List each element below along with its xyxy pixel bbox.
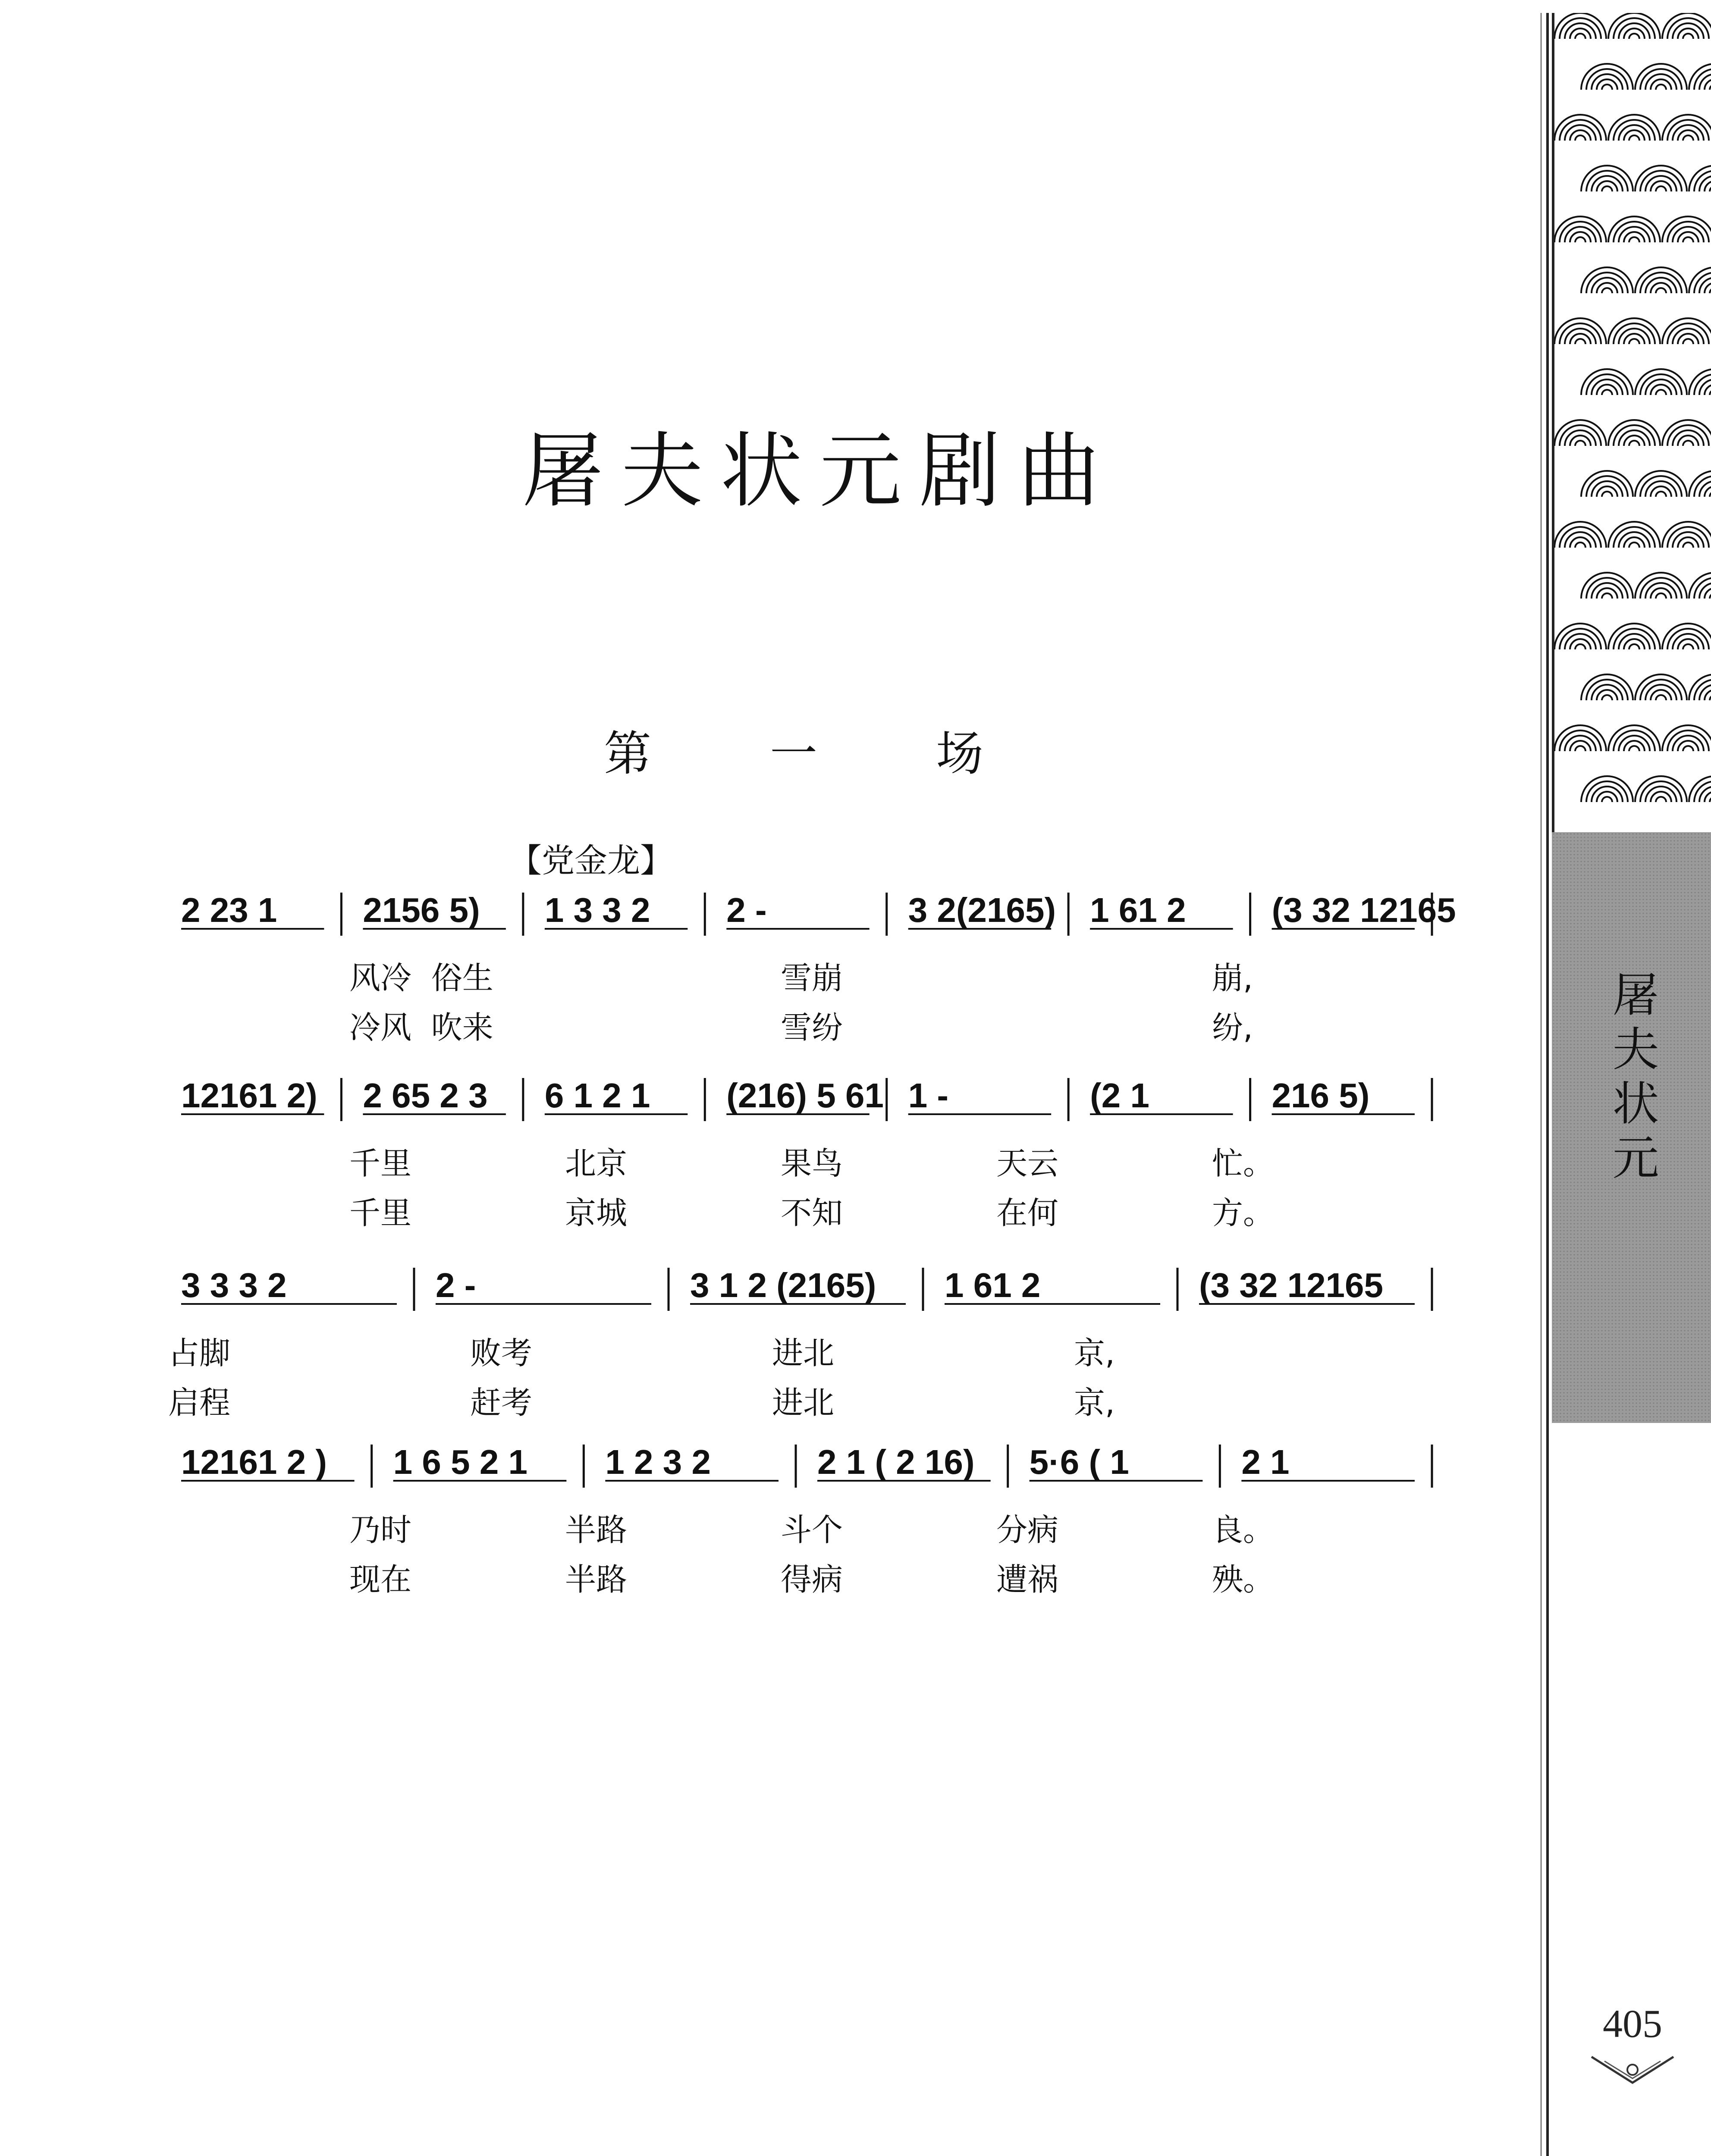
note-group: 2 65 2 3 — [363, 1076, 488, 1115]
lyric-word: 京, — [1074, 1335, 1115, 1371]
lyric-word: 进北 — [772, 1335, 835, 1371]
page-number: 405 — [1603, 2002, 1662, 2046]
note-group: 2 1 — [1241, 1443, 1290, 1481]
cloud-arc — [1608, 420, 1660, 446]
lyric-word: 北京 — [565, 1145, 628, 1181]
note-group: (2 1 — [1090, 1076, 1150, 1115]
cloud-arc — [1581, 471, 1633, 497]
lyric-word: 遭祸 — [996, 1561, 1059, 1598]
cloud-arc — [1635, 369, 1687, 395]
note-group: 2 - — [436, 1266, 476, 1304]
cloud-arc — [1575, 237, 1585, 242]
cloud-arc — [1656, 186, 1666, 191]
cloud-arc — [1575, 34, 1585, 39]
note-group: 3 2(2165) — [908, 891, 1056, 929]
page-ornament-icon — [1587, 2053, 1678, 2087]
cloud-arc — [1635, 573, 1687, 599]
lyric-word: 崩, — [1212, 960, 1253, 996]
cloud-arc — [1581, 369, 1633, 395]
lyric-word: 分病 — [996, 1512, 1059, 1548]
cloud-arc — [1629, 441, 1639, 446]
cloud-arc — [1581, 267, 1633, 293]
cloud-arc — [1602, 695, 1612, 700]
lyric-word: 占脚 — [168, 1335, 231, 1371]
cloud-arc — [1608, 522, 1660, 548]
score-system-2 — [168, 1069, 1441, 1250]
cloud-arc — [1608, 624, 1660, 649]
lyric-word: 赶考 — [470, 1385, 533, 1421]
lyric-word: 启程 — [168, 1385, 231, 1421]
cloud-arc — [1554, 115, 1606, 141]
cloud-arc — [1608, 216, 1660, 242]
page-title: 屠夫状元剧曲 — [521, 423, 1117, 519]
lyric-word: 京, — [1074, 1385, 1115, 1421]
cloud-arc — [1554, 216, 1606, 242]
cloud-arc — [1554, 318, 1606, 344]
notes-line — [168, 1069, 1441, 1130]
cloud-arc — [1554, 13, 1606, 39]
side-tab-label: 屠夫状元 — [1604, 970, 1658, 1188]
cloud-arc — [1635, 166, 1687, 191]
notes-svg — [168, 884, 1456, 944]
cloud-arc — [1575, 441, 1585, 446]
cloud-arc — [1554, 624, 1606, 649]
lyric-word: 果鸟 — [781, 1145, 843, 1181]
cloud-arc — [1602, 85, 1612, 90]
lyric-word: 天云 — [996, 1145, 1059, 1181]
cloud-arc — [1602, 593, 1612, 599]
cloud-arc — [1581, 674, 1633, 700]
cloud-arc — [1683, 746, 1693, 751]
note-group: 1 61 2 — [945, 1266, 1041, 1304]
cloud-arc — [1683, 237, 1693, 242]
note-group: 1 61 2 — [1090, 891, 1186, 929]
cloud-arc — [1608, 725, 1660, 751]
cloud-arc — [1683, 542, 1693, 548]
note-group: 6 1 2 1 — [544, 1076, 650, 1115]
cloud-arc — [1602, 186, 1612, 191]
cloud-arc — [1608, 318, 1660, 344]
cloud-arc — [1635, 64, 1687, 90]
note-group: 12161 2 ) — [181, 1443, 327, 1481]
cloud-arc — [1575, 644, 1585, 649]
note-group: 2 - — [726, 891, 767, 929]
note-group: (3 32 12165 — [1271, 891, 1456, 929]
tune-name: 【党金龙】 — [509, 841, 673, 880]
cloud-arc — [1656, 695, 1666, 700]
cloud-arc — [1554, 522, 1606, 548]
cloud-arc — [1683, 441, 1693, 446]
side-tab — [1552, 832, 1711, 1423]
notes-line — [168, 884, 1456, 944]
lyric-word: 半路 — [565, 1561, 628, 1598]
cloud-arc — [1683, 135, 1693, 141]
cloud-arc — [1635, 776, 1687, 802]
cloud-arc — [1656, 390, 1666, 395]
note-group: 3 3 3 2 — [181, 1266, 287, 1304]
cloud-arc — [1575, 339, 1585, 344]
cloud-arc — [1683, 644, 1693, 649]
note-group: 1 2 3 2 — [605, 1443, 711, 1481]
cloud-arc — [1602, 288, 1612, 293]
cloud-arc — [1581, 573, 1633, 599]
scene-title: 第 一 场 — [604, 726, 1035, 781]
cloud-arc — [1683, 339, 1693, 344]
lyric-word: 不知 — [781, 1195, 843, 1231]
cloud-arc — [1656, 593, 1666, 599]
notes-svg — [168, 1069, 1441, 1130]
cloud-arc — [1608, 115, 1660, 141]
cloud-arc — [1629, 34, 1639, 39]
lyric-word: 得病 — [781, 1561, 843, 1598]
cloud-arc — [1575, 746, 1585, 751]
lyric-word: 冷风 吹来 — [349, 1009, 493, 1046]
notes-line — [168, 1259, 1441, 1319]
cloud-arc — [1575, 542, 1585, 548]
cloud-arc — [1629, 237, 1639, 242]
lyric-word: 斗个 — [781, 1512, 843, 1548]
cloud-arc — [1629, 542, 1639, 548]
note-group: 1 3 3 2 — [544, 891, 650, 929]
note-group: (3 32 12165 — [1199, 1266, 1384, 1304]
cloud-arc — [1629, 135, 1639, 141]
lyric-word: 京城 — [565, 1195, 628, 1231]
cloud-arc — [1656, 797, 1666, 802]
lyric-word: 殃。 — [1212, 1561, 1275, 1598]
cloud-arc — [1581, 166, 1633, 191]
lyric-word: 半路 — [565, 1512, 628, 1548]
lyric-word: 败考 — [470, 1335, 533, 1371]
note-group: (216) 5 61 — [726, 1076, 884, 1115]
cloud-arc — [1554, 420, 1606, 446]
score-system-4 — [168, 1436, 1441, 1617]
cloud-arc — [1629, 644, 1639, 649]
lyric-word: 千里 — [349, 1145, 412, 1181]
lyric-word: 现在 — [349, 1561, 412, 1598]
note-group: 5·6 ( 1 — [1029, 1443, 1129, 1481]
note-group: 2156 5) — [363, 891, 480, 929]
lyric-word: 良。 — [1212, 1512, 1275, 1548]
lyric-word: 忙。 — [1212, 1145, 1275, 1181]
cloud-arc — [1635, 267, 1687, 293]
note-group: 1 - — [908, 1076, 949, 1115]
cloud-arc — [1575, 135, 1585, 141]
notes-line — [168, 1436, 1441, 1496]
cloud-arc — [1683, 34, 1693, 39]
cloud-arc — [1554, 725, 1606, 751]
note-group: 216 5) — [1271, 1076, 1370, 1115]
lyric-word: 进北 — [772, 1385, 835, 1421]
cloud-arc — [1656, 85, 1666, 90]
lyric-word: 方。 — [1212, 1195, 1275, 1231]
cloud-arc — [1629, 339, 1639, 344]
cloud-arc — [1602, 390, 1612, 395]
cloud-arc — [1656, 492, 1666, 497]
lyric-word: 千里 — [349, 1195, 412, 1231]
lyric-word: 雪崩 — [781, 960, 843, 996]
lyric-word: 雪纷 — [781, 1009, 843, 1046]
note-group: 1 6 5 2 1 — [393, 1443, 528, 1481]
cloud-arc — [1629, 746, 1639, 751]
cloud-arc — [1635, 674, 1687, 700]
lyric-word: 在何 — [996, 1195, 1059, 1231]
notes-svg — [168, 1259, 1441, 1319]
cloud-arc — [1581, 776, 1633, 802]
note-group: 2 1 ( 2 16) — [817, 1443, 975, 1481]
note-group: 12161 2) — [181, 1076, 317, 1115]
score-system-1 — [168, 884, 1456, 1065]
note-group: 2 23 1 — [181, 891, 277, 929]
cloud-arc — [1656, 288, 1666, 293]
lyric-word: 风冷 俗生 — [349, 960, 493, 996]
notes-svg — [168, 1436, 1441, 1496]
cloud-pattern-border — [1552, 13, 1711, 832]
cloud-arc — [1581, 64, 1633, 90]
note-group: 3 1 2 (2165) — [690, 1266, 876, 1304]
lyric-word: 乃时 — [349, 1512, 412, 1548]
cloud-arc — [1602, 492, 1612, 497]
score-system-3 — [168, 1259, 1441, 1440]
cloud-arc — [1602, 797, 1612, 802]
cloud-arc — [1608, 13, 1660, 39]
lyric-word: 纷, — [1212, 1009, 1253, 1046]
margin-rule — [1546, 13, 1549, 2156]
cloud-arc — [1635, 471, 1687, 497]
